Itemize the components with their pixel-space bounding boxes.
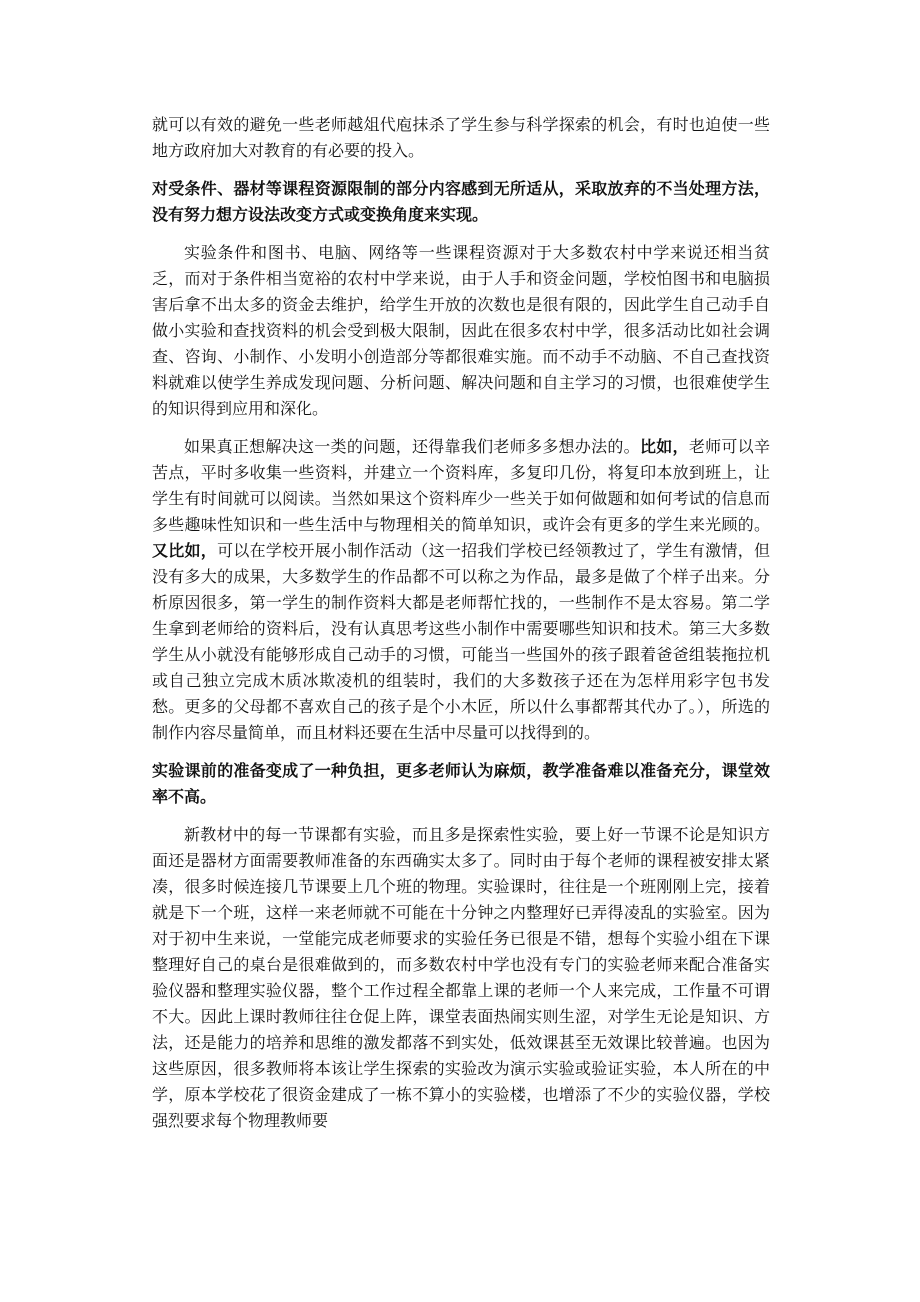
solutions-text-3: 可以在学校开展小制作活动（这一招我们学校已经领教过了，学生有激情，但没有多大的成果，大多数学生的作品都不可以称之为作品，最多是做了个样子出来。分析原因很多，第一学生的制作资料大都是老师帮忙找的，一些制作不是太容易。第二学生拿到老师给的资料后，没有认真思考这些小制作中需要哪些知识和技术。第三大多数学生从小就没有能够形成自己动手的习惯，可能当一些国外的孩子跟着爸爸组装拖拉机或自己独立完成木质冰欺凌机的组装时，我们的大多数孩子还在为怎样用彩字包书发愁。更多的父母都不喜欢自己的孩子是个小木匠，所以什么事都帮其代办了。），所选的制作内容尽量简单，而且材料还要在生活中尽量可以找得到的。 bbox=[152, 541, 770, 742]
paragraph-continuation: 就可以有效的避免一些老师越俎代庖抹杀了学生参与科学探索的机会，有时也迫使一些地方政府加大对教育的有必要的投入。 bbox=[152, 115, 770, 160]
section-heading-resource-limits: 对受条件、器材等课程资源限制的部分内容感到无所适从，采取放弃的不当处理方法，没有努力想方设法改变方式或变换角度来实现。 bbox=[152, 179, 770, 224]
paragraph-solutions bbox=[152, 434, 770, 746]
paragraph-resource-shortage: 实验条件和图书、电脑、网络等一些课程资源对于大多数农村中学来说还相当贫乏，而对于条件相当宽裕的农村中学来说，由于人手和资金问题，学校怕图书和电脑损害后拿不出太多的资金去维护，给学生开放的次数也是很有限的，因此学生自己动手自做小实验和查找资料的机会受到极大限制，因此在很多农村中学，很多活动比如社会调查、咨询、小制作、小发明小创造部分等都很难实施。而不动手不动脑、不自己查找资料就难以使学生养成发现问题、分析问题、解决问题和自主学习的习惯，也很难使学生的知识得到应用和深化。 bbox=[152, 243, 770, 418]
section-heading-preparation-burden: 实验课前的准备变成了一种负担，更多老师认为麻烦，教学准备难以准备充分，课堂效率不高。 bbox=[152, 761, 770, 806]
emphasis-for-example: 比如， bbox=[639, 437, 689, 456]
solutions-text-2: 老师可以辛苦点，平时多收集一些资料，并建立一个资料库，多复印几份，将复印本放到班上，让学生有时间就可以阅读。当然如果这个资料库少一些关于如何做题和如何考试的信息而多些趣味性知识和一些生活中与物理相关的简单知识，或许会有更多的学生来光顾的。 bbox=[152, 437, 770, 534]
emphasis-another-example: 又比如， bbox=[152, 541, 218, 560]
solutions-text-1: 如果真正想解决这一类的问题，还得靠我们老师多多想办法的。 bbox=[184, 437, 640, 456]
document-page bbox=[152, 112, 770, 1146]
paragraph-new-textbook-experiments: 新教材中的每一节课都有实验，而且多是探索性实验，要上好一节课不论是知识方面还是器材方面需要教师准备的东西确实太多了。同时由于每个老师的课程被安排太紧凑，很多时候连接几节课要上几个班的物理。实验课时，往往是一个班刚刚上完，接着就是下一个班，这样一来老师就不可能在十分钟之内整理好已弄得凌乱的实验室。因为对于初中生来说，一堂能完成老师要求的实验任务已很是不错，想每个实验小组在下课整理好自己的桌台是很难做到的，而多数农村中学也没有专门的实验老师来配合准备实验仪器和整理实验仪器，整个工作过程全都靠上课的老师一个人来完成，工作量不可谓不大。因此上课时教师往往仓促上阵，课堂表面热闹实则生涩，对学生无论是知识、方法，还是能力的培养和思维的激发都落不到实处，低效课甚至无效课比较普遍。也因为这些原因，很多教师将本该让学生探索的实验改为演示实验或验证实验，本人所在的中学，原本学校花了很资金建成了一栋不算小的实验楼，也增添了不少的实验仪器，学校强烈要求每个物理教师要 bbox=[152, 825, 770, 1130]
